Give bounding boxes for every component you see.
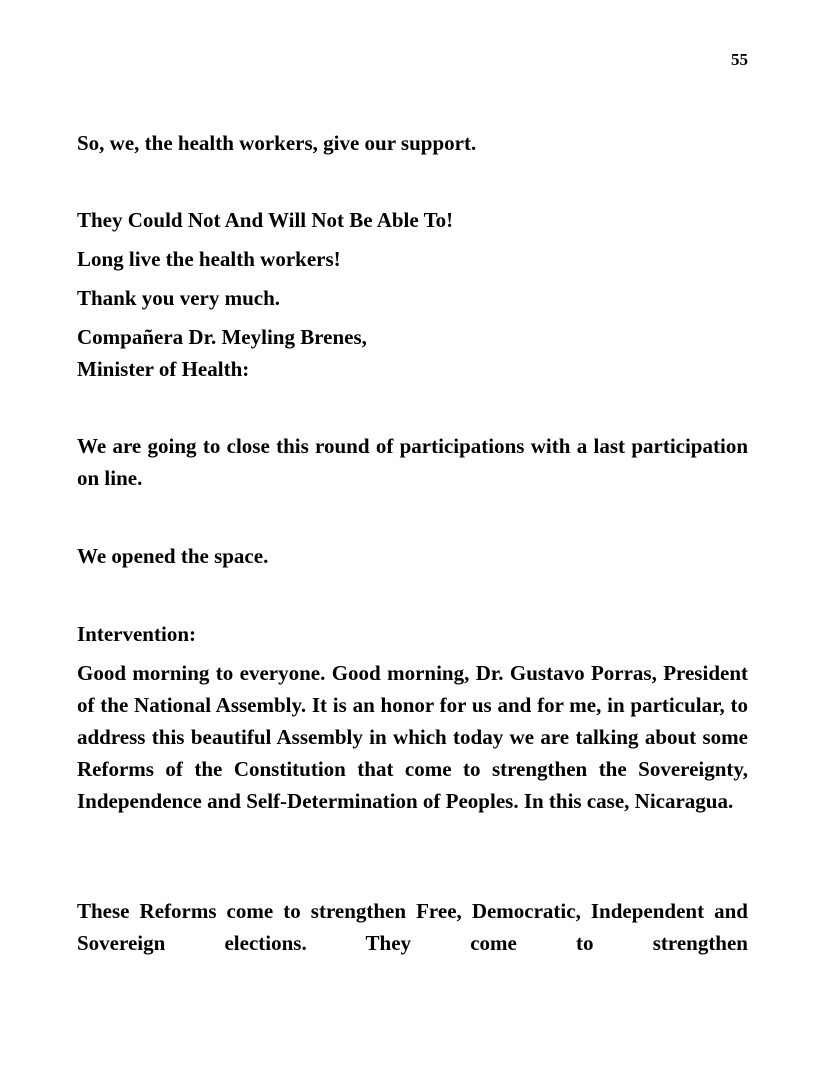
paragraph-good-morning: Good morning to everyone. Good morning, Dr. Gustavo Porras, President of the National Assembly. It is an honor for us and for me, in particular, to address this beautiful Assembly in which today we are talking about some Reforms of the Constitution that come to strengthen the Sovereignty, Independence and Self-Determination of Peoples. In this case, Nicaragua.: [77, 661, 748, 813]
paragraph-health-workers-support: So, we, the health workers, give our support.: [77, 131, 477, 155]
speaker-title: Minister of Health:: [77, 357, 250, 381]
paragraph-could-not: They Could Not And Will Not Be Able To!: [77, 208, 454, 232]
paragraph-opened-space: We opened the space.: [77, 544, 269, 568]
paragraph-reforms: These Reforms come to strengthen Free, Democratic, Independent and Sovereign elections. They come to strengthen: [77, 899, 748, 955]
paragraph-long-live: Long live the health workers!: [77, 247, 341, 271]
paragraph-close-round: We are going to close this round of participations with a last participation on line.: [77, 434, 748, 490]
paragraph-thank-you: Thank you very much.: [77, 286, 281, 310]
intervention-heading: Intervention:: [77, 622, 196, 646]
page-number: 55: [731, 50, 748, 69]
speaker-name: Compañera Dr. Meyling Brenes,: [77, 325, 367, 349]
